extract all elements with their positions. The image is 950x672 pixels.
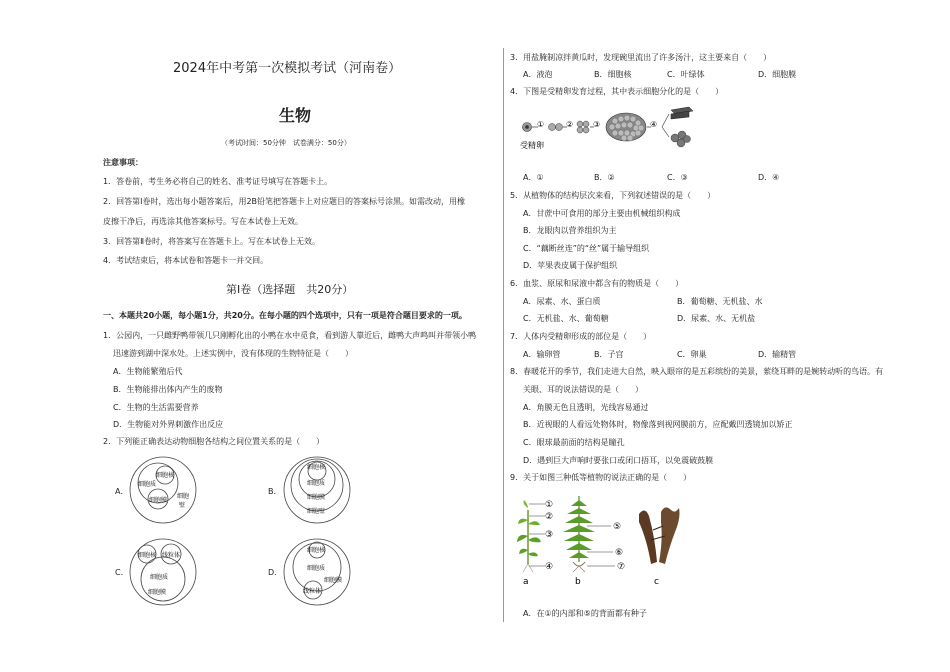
exam-info: （考试时间：50分钟 试卷满分：50分）: [221, 139, 351, 147]
q3-option-c: C．叶绿体: [667, 70, 705, 79]
q4-stem: 4．下图是受精卵发育过程，其中表示细胞分化的是（ ）: [510, 87, 724, 96]
q2-stem: 2．下列能正确表达动物细胞各结构之间位置关系的是（ ）: [103, 437, 325, 446]
q2-diagram-b: [282, 455, 352, 525]
diag-b-cytoplasm: 细胞质: [307, 480, 326, 487]
q6-option-a: A．尿素、水、蛋白质: [523, 297, 601, 306]
q5-option-c: C．“藕断丝连”的“丝”属于输导组织: [523, 244, 650, 253]
diag-a-cytoplasm: 细胞质: [138, 481, 157, 488]
exam-title: 2024年中考第一次模拟考试（河南卷）: [173, 61, 402, 76]
q9-marker-1: ①: [545, 500, 554, 510]
q6-option-b: B．葡萄糖、无机盐、水: [677, 297, 763, 306]
diag-a-wall-2: 壁: [179, 502, 186, 509]
q5-option-b: B．龙眼肉以营养组织为主: [523, 226, 617, 235]
q8-option-c: C．眼球最前面的结构是瞳孔: [523, 438, 625, 447]
q3-stem: 3．用盐腌制凉拌黄瓜时，发现碗里流出了许多汤汁，这主要来自（ ）: [510, 53, 772, 62]
q3-option-b: B．细胞核: [594, 70, 632, 79]
q6-stem: 6．血浆、原尿和尿液中都含有的物质是（ ）: [510, 279, 684, 288]
diag-a-membrane: 细胞膜: [149, 497, 168, 504]
q6-option-c: C．无机盐、水、葡萄糖: [523, 314, 609, 323]
q9-marker-7: ⑦: [617, 562, 626, 572]
diag-d-mitochondria: 线粒体: [303, 588, 322, 595]
q4-option-c: C．③: [667, 173, 688, 182]
q5-option-a: A．甘蔗中可食用的部分主要由机械组织构成: [523, 209, 681, 218]
notice-2-cont: 皮擦干净后，再选涂其他答案标号。写在本试卷上无效。: [103, 217, 303, 226]
q2-label-b: B．: [268, 487, 282, 496]
notice-3: 3．回答第Ⅱ卷时，将答案写在答题卡上。写在本试卷上无效。: [103, 237, 321, 246]
q5-option-d: D．苹果表皮属于保护组织: [523, 261, 618, 270]
q4-marker-1: ①: [537, 120, 545, 129]
q9-stem: 9．关于如图三种低等植物的说法正确的是（ ）: [510, 473, 692, 482]
q9-marker-6: ⑥: [615, 548, 624, 558]
q5-stem: 5．从植物体的结构层次来看，下列叙述错误的是（ ）: [510, 191, 716, 200]
q1-option-a: A．生物能繁殖后代: [113, 367, 183, 376]
q8-stem-line1: 8．春暖花开的季节，我们走进大自然，映入眼帘的是五彩缤纷的美景，萦绕耳畔的是婉转动听的鸟语。有: [510, 367, 884, 376]
q8-option-b: B．近视眼的人看远处物体时，物像落到视网膜前方，应配戴凹透镜加以矫正: [523, 420, 793, 429]
q9-label-a: a: [523, 577, 529, 587]
diag-c-mitochondria: 线粒体: [162, 552, 181, 559]
diag-b-wall: 细胞壁: [307, 508, 326, 515]
q8-stem-line2: 关眼、耳的说法错误的是（ ）: [523, 385, 643, 394]
section-title: 第Ⅰ卷（选择题 共20分）: [226, 283, 354, 296]
q7-stem: 7．人体内受精卵形成的部位是（ ）: [510, 332, 652, 341]
q2-diagram-c: [128, 537, 198, 607]
moss-plant-a: [517, 500, 541, 572]
q2-label-d: D．: [268, 568, 283, 577]
diag-a-nucleus: 细胞核: [156, 472, 175, 479]
notice-1: 1．答卷前，考生务必将自己的姓名、准考证号填写在答题卡上。: [103, 177, 333, 186]
q1-stem-line2: 迅速游到湖中深水处。上述实例中，没有体现的生物特征是（ ）: [113, 349, 353, 358]
q4-option-d: D．④: [758, 173, 780, 182]
q9-marker-2: ②: [545, 512, 554, 522]
q7-option-c: C．卵巢: [677, 350, 707, 359]
q8-option-a: A．角膜无色且透明，光线容易通过: [523, 403, 649, 412]
q7-option-d: D．输精管: [758, 350, 797, 359]
q2-diagram-a: [128, 455, 198, 525]
column-divider: [503, 48, 504, 622]
q7-option-b: B．子宫: [594, 350, 624, 359]
q9-label-c: c: [654, 577, 659, 587]
diag-c-cytoplasm: 细胞质: [150, 574, 169, 581]
diag-c-membrane: 细胞膜: [148, 589, 167, 596]
q4-marker-2: ②: [566, 120, 574, 129]
q3-option-a: A．液泡: [523, 70, 553, 79]
q2-diagram-d: [282, 537, 352, 607]
diag-b-nucleus: 细胞核: [307, 464, 326, 471]
q2-label-a: A．: [115, 487, 129, 496]
diag-c-nucleus: 细胞核: [138, 552, 157, 559]
q9-marker-4: ④: [545, 562, 554, 572]
q7-option-a: A．输卵管: [523, 350, 561, 359]
seaweed-plant-c: [639, 507, 680, 564]
q4-marker-4: ④: [650, 120, 658, 129]
q9-marker-3: ③: [545, 530, 554, 540]
diag-d-membrane: 细胞膜: [324, 577, 343, 584]
notice-title: 注意事项：: [103, 158, 143, 167]
q9-option-a: A．在①的内部和⑤的背面都有种子: [523, 609, 647, 618]
q4-marker-3: ③: [593, 120, 601, 129]
q9-label-b: b: [575, 577, 581, 587]
diag-a-wall-1: 细胞: [177, 493, 190, 500]
q6-option-d: D．尿素、水、无机盐: [677, 314, 756, 323]
q9-plants-figure: [515, 492, 695, 588]
q4-option-b: B．②: [594, 173, 615, 182]
notice-4: 4．考试结束后，将本试卷和答题卡一并交回。: [103, 256, 269, 265]
q4-egg-label: 受精卵: [520, 141, 544, 150]
q3-option-d: D．细胞膜: [758, 70, 797, 79]
q1-option-d: D．生物能对外界刺激作出反应: [113, 420, 224, 429]
diag-d-nucleus: 细胞核: [307, 547, 326, 554]
q4-development-diagram: [519, 106, 699, 158]
q4-option-a: A．①: [523, 173, 544, 182]
section-instructions: 一、本题共20小题，每小题1分，共20分。在每小题的四个选项中，只有一项是符合题目要求的一项。: [103, 311, 467, 320]
q9-marker-5: ⑤: [613, 522, 622, 532]
diag-b-membrane: 细胞膜: [307, 494, 326, 501]
q2-label-c: C．: [115, 568, 129, 577]
q1-stem-line1: 1．公园内，一只雌野鸭带领几只刚孵化出的小鸭在水中觅食，看到游人靠近后，雌鸭大声鸣叫并带领小鸭: [103, 331, 477, 340]
q8-option-d: D．遇到巨大声响时要张口或闭口捂耳，以免震破鼓膜: [523, 456, 714, 465]
fern-plant-b: [563, 496, 595, 572]
q1-option-b: B．生物能排出体内产生的废物: [113, 385, 223, 394]
notice-2: 2．回答第Ⅰ卷时，选出每小题答案后，用2B铅笔把答题卡上对应题目的答案标号涂黑。如需改动，用橡: [103, 197, 466, 206]
q1-option-c: C．生物的生活需要营养: [113, 403, 199, 412]
diag-d-cytoplasm: 细胞质: [307, 565, 326, 572]
subject-title: 生物: [279, 106, 312, 125]
